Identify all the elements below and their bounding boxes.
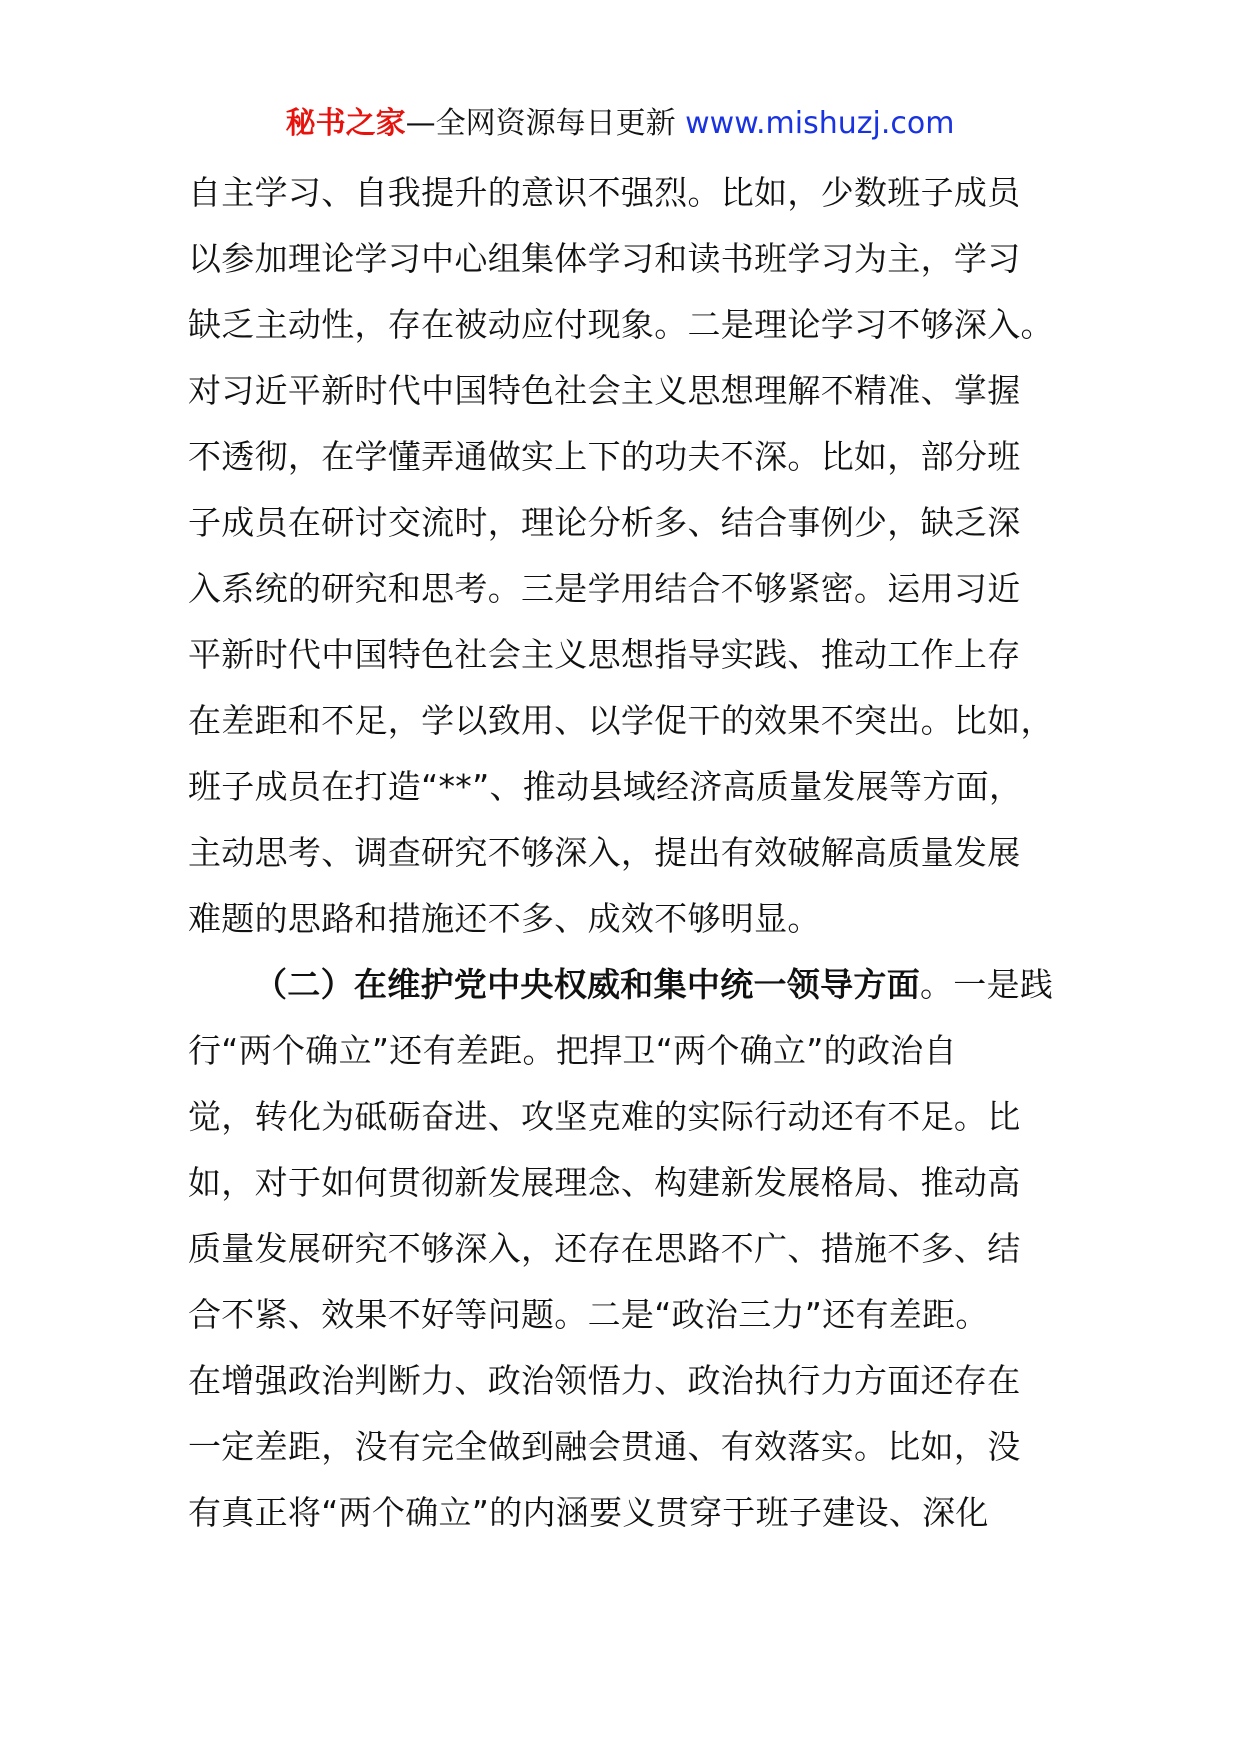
section-first-line xyxy=(188,952,1068,1018)
document-body xyxy=(188,160,1068,1546)
text-line: 对习近平新时代中国特色社会主义思想理解不精准、掌握 xyxy=(188,371,1021,410)
text-line: 在差距和不足，学以致用、以学促干的效果不突出。比如， xyxy=(188,701,1054,740)
text-line: 子成员在研讨交流时，理论分析多、结合事例少，缺乏深 xyxy=(188,503,1021,542)
text-line: 自主学习、自我提升的意识不强烈。比如，少数班子成员 xyxy=(188,173,1021,212)
text-line: 一定差距，没有完全做到融会贯通、有效落实。比如，没 xyxy=(188,1427,1021,1466)
brand-name: 秘书之家 xyxy=(285,106,406,141)
site-header xyxy=(0,100,1240,148)
section-heading: （二）在维护党中央权威和集中统一领导方面 xyxy=(254,965,920,1004)
text-line: 有真正将“两个确立”的内涵要义贯穿于班子建设、深化 xyxy=(188,1493,989,1532)
text-line: 不透彻，在学懂弄通做实上下的功夫不深。比如，部分班 xyxy=(188,437,1021,476)
text-line: 难题的思路和措施还不多、成效不够明显。 xyxy=(188,899,821,938)
text-line: 主动思考、调查研究不够深入，提出有效破解高质量发展 xyxy=(188,833,1021,872)
text-line: 班子成员在打造“**”、推动县域经济高质量发展等方面， xyxy=(188,767,1023,806)
text-line: 平新时代中国特色社会主义思想指导实践、推动工作上存 xyxy=(188,635,1021,674)
header-slogan: —全网资源每日更新 xyxy=(405,106,686,141)
text-line: 在增强政治判断力、政治领悟力、政治执行力方面还存在 xyxy=(188,1361,1021,1400)
text-line: 缺乏主动性，存在被动应付现象。二是理论学习不够深入。 xyxy=(188,305,1054,344)
site-url-link[interactable]: www.mishuzj.com xyxy=(685,106,955,141)
text-line: 以参加理论学习中心组集体学习和读书班学习为主，学习 xyxy=(188,239,1021,278)
text-line: 入系统的研究和思考。三是学用结合不够紧密。运用习近 xyxy=(188,569,1021,608)
text-line: 如，对于如何贯彻新发展理念、构建新发展格局、推动高 xyxy=(188,1163,1021,1202)
text-line: 觉，转化为砥砺奋进、攻坚克难的实际行动还有不足。比 xyxy=(188,1097,1021,1136)
text-line: 质量发展研究不够深入，还存在思路不广、措施不多、结 xyxy=(188,1229,1021,1268)
section-first-line-rest: 。一是践 xyxy=(920,965,1054,1004)
text-line: 行“两个确立”还有差距。把捍卫“两个确立”的政治自 xyxy=(188,1031,957,1070)
text-line: 合不紧、效果不好等问题。二是“政治三力”还有差距。 xyxy=(188,1295,989,1334)
